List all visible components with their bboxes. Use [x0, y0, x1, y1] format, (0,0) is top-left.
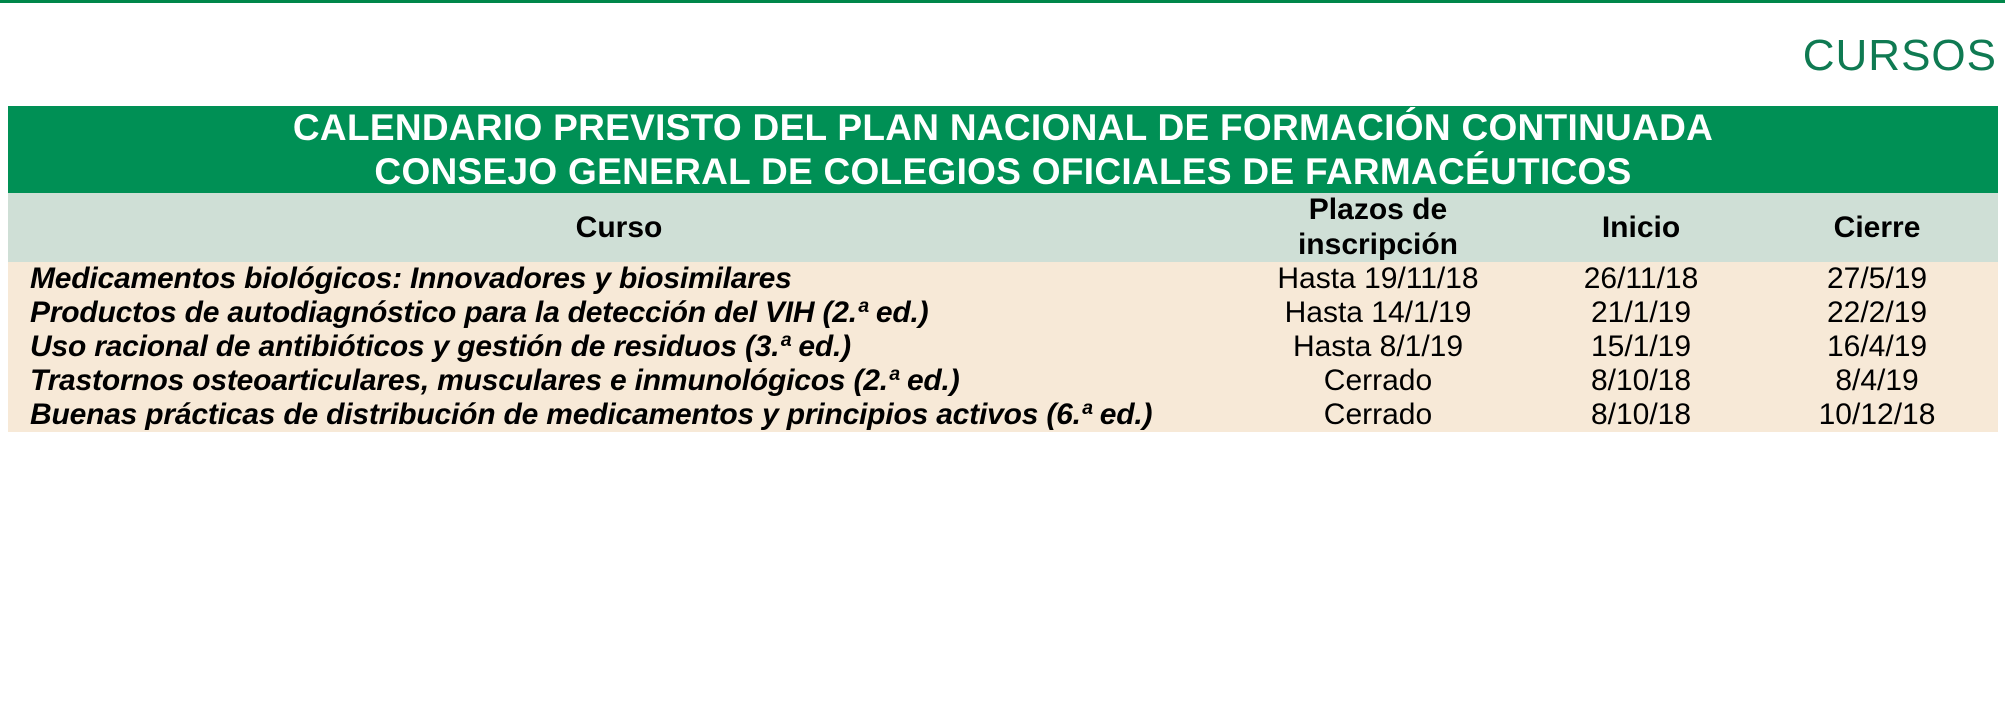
cell-plazo: Hasta 19/11/18: [1230, 262, 1526, 296]
table-title-row: [8, 106, 1998, 193]
cell-curso: Uso racional de antibióticos y gestión de residuos (3.ª ed.): [8, 330, 1230, 364]
column-header-inicio: Inicio: [1526, 193, 1756, 262]
column-header-curso: Curso: [8, 193, 1230, 262]
table-row: [8, 296, 1998, 330]
cell-plazo: Hasta 14/1/19: [1230, 296, 1526, 330]
section-label: CURSOS: [1802, 31, 1997, 80]
top-rule-divider: [0, 0, 2005, 3]
cell-cierre: 22/2/19: [1756, 296, 1998, 330]
cell-inicio: 8/10/18: [1526, 398, 1756, 432]
table-row: [8, 330, 1998, 364]
column-header-plazos-line-1: Plazos de: [1308, 193, 1448, 227]
cell-curso: Buenas prácticas de distribución de medicamentos y principios activos (6.ª ed.): [8, 398, 1230, 432]
table-title-line-1: CALENDARIO PREVISTO DEL PLAN NACIONAL DE FORMACIÓN CONTINUADA: [292, 107, 1714, 148]
cell-cierre: 8/4/19: [1756, 364, 1998, 398]
cell-curso: Trastornos osteoarticulares, musculares e inmunológicos (2.ª ed.): [8, 364, 1230, 398]
table-title: [8, 106, 1998, 193]
column-header-plazos: [1230, 193, 1526, 262]
cell-cierre: 10/12/18: [1756, 398, 1998, 432]
table-body: [8, 262, 1998, 432]
table-title-line-2: CONSEJO GENERAL DE COLEGIOS OFICIALES DE FARMACÉUTICOS: [374, 150, 1632, 192]
cell-inicio: 21/1/19: [1526, 296, 1756, 330]
table-row: [8, 364, 1998, 398]
table-row: [8, 262, 1998, 296]
cell-plazo: Cerrado: [1230, 398, 1526, 432]
cell-cierre: 27/5/19: [1756, 262, 1998, 296]
cell-cierre: 16/4/19: [1756, 330, 1998, 364]
cell-plazo: Hasta 8/1/19: [1230, 330, 1526, 364]
cell-inicio: 26/11/18: [1526, 262, 1756, 296]
table-row: [8, 398, 1998, 432]
cell-inicio: 15/1/19: [1526, 330, 1756, 364]
cell-inicio: 8/10/18: [1526, 364, 1756, 398]
column-header-cierre: Cierre: [1756, 193, 1998, 262]
table-header-row: [8, 193, 1998, 262]
cursos-table-container: [8, 106, 1998, 432]
cell-curso: Productos de autodiagnóstico para la detección del VIH (2.ª ed.): [8, 296, 1230, 330]
cell-plazo: Cerrado: [1230, 364, 1526, 398]
cell-curso: Medicamentos biológicos: Innovadores y biosimilares: [8, 262, 1230, 296]
column-header-plazos-line-2: inscripción: [1297, 227, 1459, 261]
cursos-table: [8, 106, 1998, 432]
